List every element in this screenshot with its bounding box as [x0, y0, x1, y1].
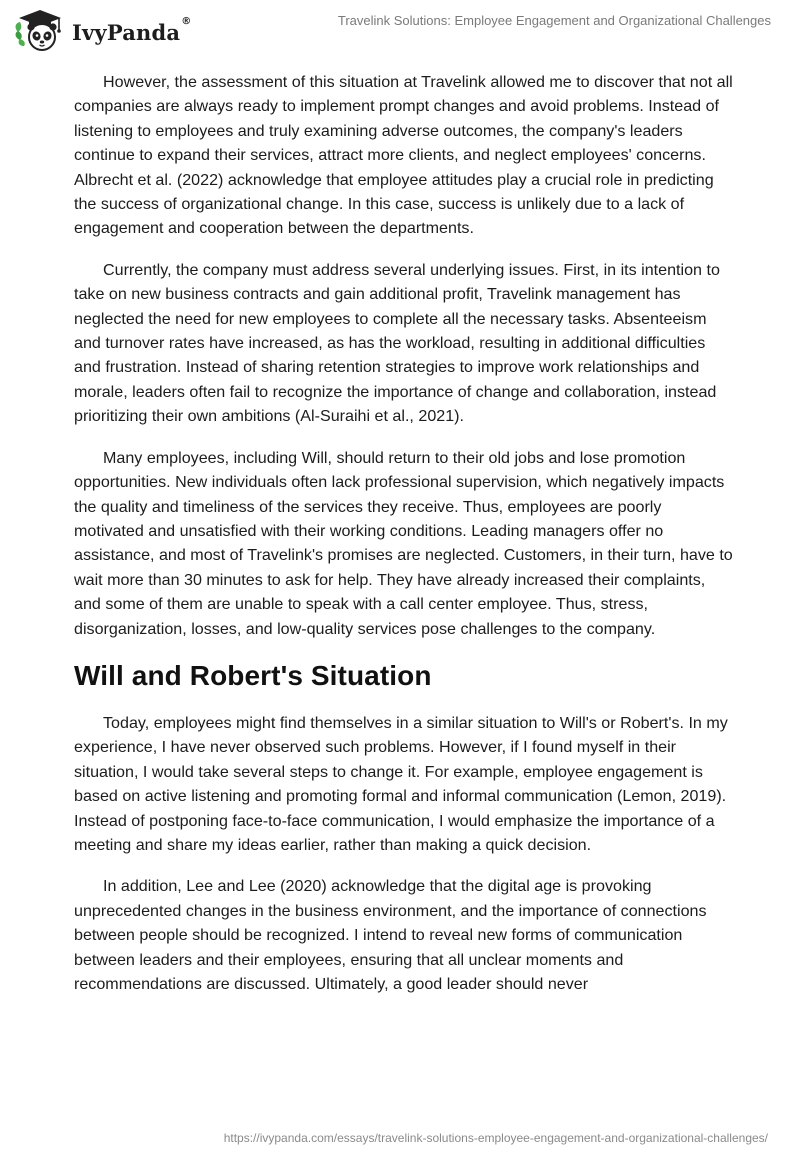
panda-graduation-cap-icon: [14, 8, 66, 52]
brand-name-text: IvyPanda: [72, 19, 181, 45]
document-title: Travelink Solutions: Employee Engagement and Organizational Challenges: [337, 13, 771, 28]
page-header: [0, 0, 800, 60]
paragraph: Many employees, including Will, should return to their old jobs and lose promotion opportunities. New individuals often lack professional supervision, which negatively impacts the quality and timeliness of the services they receive. Thus, employees are poorly motivated and unsatisfied with their working conditions. Leading managers offer no assistance, and most of Travelink's promises are neglected. Customers, in their turn, have to wait more than 30 minutes to ask for help. They have already increased their complaints, and some of them are unable to speak with a call center employee. Thus, stress, disorganization, losses, and low-quality services pose challenges to the company.: [74, 448, 733, 638]
registered-mark: ®: [181, 15, 192, 27]
section-heading: Will and Robert's Situation: [74, 659, 432, 691]
ivypanda-logo[interactable]: [14, 8, 191, 52]
essay-content: [74, 70, 734, 1013]
source-url[interactable]: https://ivypanda.com/essays/travelink-solutions-employee-engagement-and-organizational-challenges/: [223, 1131, 768, 1145]
paragraph: However, the assessment of this situation at Travelink allowed me to discover that not all companies are always ready to implement prompt changes and avoid problems. Instead of listening to employees and truly examining adverse outcomes, the company's leaders continue to expand their services, attract more clients, and neglect employees' concerns. Albrecht et al. (2022) acknowledge that employee attitudes play a crucial role in predicting the success of organizational change. In this case, success is unlikely due to a lack of engagement and cooperation between the departments.: [74, 73, 733, 238]
brand-name: [72, 15, 192, 45]
paragraph: Today, employees might find themselves in a similar situation to Will's or Robert's. In my experience, I have never observed such problems. However, if I found myself in their situation, I would take several steps to change it. For example, employee engagement is based on active listening and promoting formal and informal communication (Lemon, 2019). Instead of postponing face-to-face communication, I would emphasize the importance of a meeting and share my ideas earlier, rather than making a quick decision.: [74, 713, 728, 854]
paragraph: Currently, the company must address several underlying issues. First, in its intention to take on new business contracts and gain additional profit, Travelink management has neglected the need for new employees to complete all the necessary tasks. Absenteeism and turnover rates have increased, as has the workload, resulting in additional difficulties and frustration. Instead of sharing retention strategies to improve work relationships and morale, leaders often fail to recognize the importance of change and collaboration, instead prioritizing their own ambitions (Al-Suraihi et al., 2021).: [74, 260, 720, 426]
paragraph: In addition, Lee and Lee (2020) acknowledge that the digital age is provoking unprecedented changes in the business environment, and the importance of connections between people should be recognized. I intend to reveal new forms of communication between leaders and their employees, ensuring that all unclear moments and recommendations are discussed. Ultimately, a good leader should never: [74, 877, 707, 993]
